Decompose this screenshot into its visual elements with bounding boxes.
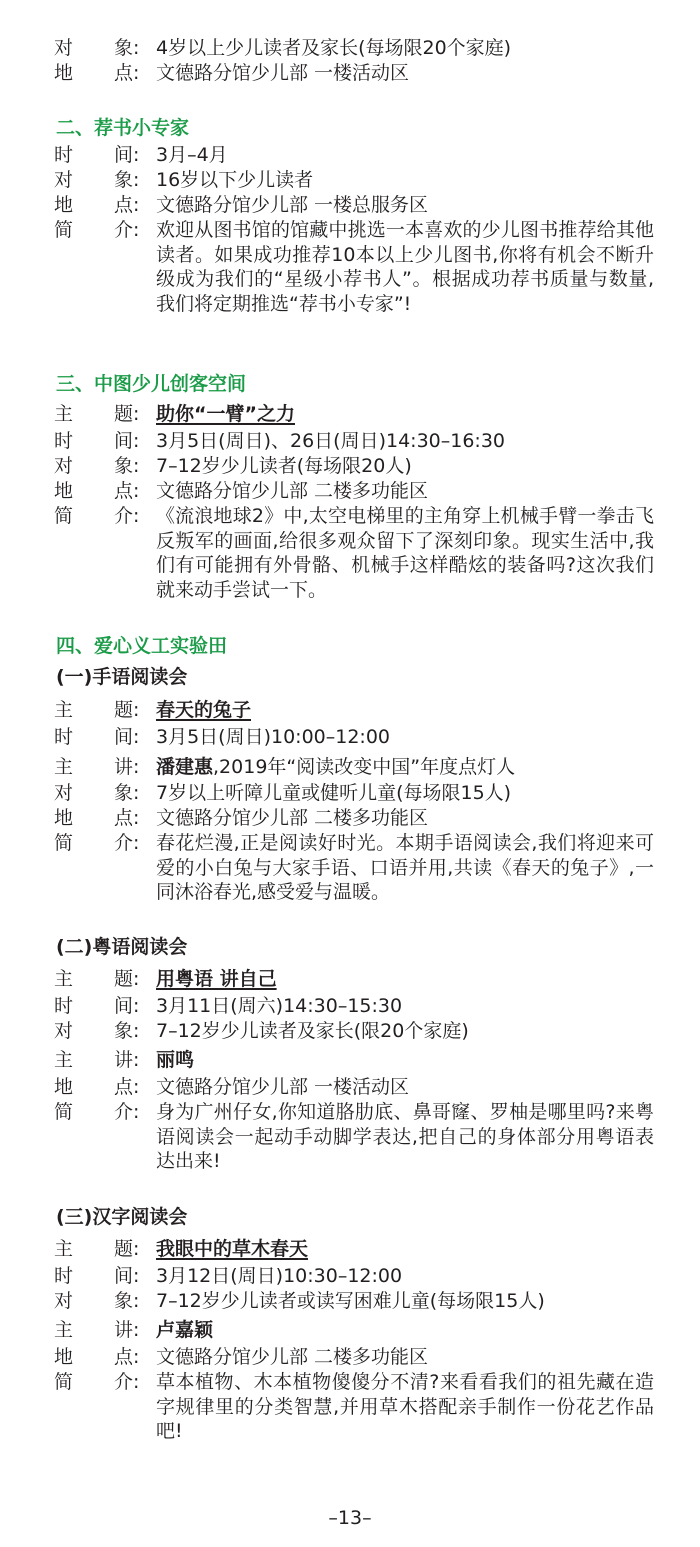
place-value: 文德路分馆少儿部 二楼多功能区 [156, 1346, 429, 1368]
place-row [54, 61, 654, 86]
place-value: 文德路分馆少儿部 一楼活动区 [156, 62, 410, 84]
label-char: 题: [114, 1238, 140, 1260]
page-number: –13– [328, 1507, 372, 1529]
audience-row [54, 1289, 654, 1314]
label-char: 主 [54, 756, 74, 778]
label-char: 主 [54, 1319, 74, 1341]
label-char: 简 [54, 832, 74, 854]
subsection-heading: (三)汉字阅读会 [56, 1206, 188, 1228]
time-row [54, 1264, 654, 1289]
speaker-row [54, 1318, 654, 1343]
desc-value: 欢迎从图书馆的馆藏中挑选一本喜欢的少儿图书推荐给其他读者。如果成功推荐10本以上少儿图书,你将有机会不断升级成为我们的“星级小荐书人”。根据成功荐书质量与数量,我们将定期推选“荐书小专家”! [156, 219, 654, 315]
desc-value: 身为广州仔女,你知道胳肋底、鼻哥窿、罗柚是哪里吗?来粤语阅读会一起动手动脚学表达,把自己的身体部分用粤语表达出来! [156, 1101, 654, 1172]
label-char: 题: [114, 403, 140, 425]
label-char: 点: [114, 807, 140, 829]
label-char: 地 [54, 194, 74, 216]
subsection-heading: (一)手语阅读会 [56, 666, 188, 688]
speaker-name: 丽鸣 [156, 1049, 195, 1071]
theme-row [54, 698, 654, 723]
audience-row [54, 1019, 654, 1044]
label-char: 间: [114, 995, 140, 1017]
speaker-row [54, 1048, 654, 1073]
label-char: 间: [114, 1265, 140, 1287]
label-char: 点: [114, 62, 140, 84]
label-char: 地 [54, 807, 74, 829]
time-row [54, 994, 654, 1019]
place-row [54, 1075, 654, 1100]
label-char: 间: [114, 726, 140, 748]
label-char: 简 [54, 219, 74, 241]
desc-row [54, 831, 654, 905]
time-row [54, 143, 654, 168]
place-row [54, 1345, 654, 1370]
label-char: 介: [114, 1101, 140, 1123]
label-char: 时 [54, 995, 74, 1017]
audience-value: 16岁以下少儿读者 [156, 169, 314, 191]
theme-title: 助你“一臂”之力 [156, 403, 295, 425]
label-char: 讲: [114, 1319, 140, 1341]
label-char: 主 [54, 1238, 74, 1260]
desc-value: 春花烂漫,正是阅读好时光。本期手语阅读会,我们将迎来可爱的小白兔与大家手语、口语并用,共读《春天的兔子》,一同沐浴春光,感受爱与温暖。 [156, 832, 654, 903]
label-char: 时 [54, 144, 74, 166]
label-char: 间: [114, 144, 140, 166]
label-char: 地 [54, 1346, 74, 1368]
label-char: 间: [114, 430, 140, 452]
label-char: 时 [54, 1265, 74, 1287]
label-char: 主 [54, 699, 74, 721]
speaker-note: ,2019年“阅读改变中国”年度点灯人 [213, 756, 516, 778]
label-char: 简 [54, 505, 74, 527]
label-char: 题: [114, 968, 140, 990]
time-value: 3月5日(周日)、26日(周日)14:30–16:30 [156, 430, 506, 452]
label-char: 介: [114, 219, 140, 241]
label-char: 象: [114, 169, 140, 191]
place-value: 文德路分馆少儿部 一楼总服务区 [156, 194, 429, 216]
audience-value: 4岁以上少儿读者及家长(每场限20个家庭) [156, 37, 512, 59]
audience-value: 7–12岁少儿读者或读写困难儿童(每场限15人) [156, 1290, 545, 1312]
label-char: 地 [54, 480, 74, 502]
section-heading: 四、爱心义工实验田 [56, 635, 228, 657]
label-char: 简 [54, 1101, 74, 1123]
section-heading: 三、中图少儿创客空间 [56, 373, 247, 395]
desc-value: 草本植物、木本植物傻傻分不清?来看看我们的祖先藏在造字规律里的分类智慧,并用草木搭配亲手制作一份花艺作品吧! [156, 1371, 654, 1442]
label-char: 对 [54, 169, 74, 191]
label-char: 介: [114, 832, 140, 854]
audience-value: 7岁以上听障儿童或健听儿童(每场限15人) [156, 782, 512, 804]
label-char: 讲: [114, 756, 140, 778]
label-char: 主 [54, 1049, 74, 1071]
label-char: 主 [54, 968, 74, 990]
label-char: 点: [114, 1076, 140, 1098]
theme-row [54, 967, 654, 992]
desc-row [54, 1370, 654, 1444]
label-char: 介: [114, 1371, 140, 1393]
label-char: 象: [114, 782, 140, 804]
desc-row [54, 218, 654, 316]
label-char: 讲: [114, 1049, 140, 1071]
theme-row [54, 1237, 654, 1262]
label-char: 点: [114, 480, 140, 502]
subsection-heading: (二)粤语阅读会 [56, 936, 188, 958]
place-value: 文德路分馆少儿部 二楼多功能区 [156, 807, 429, 829]
label-char: 对 [54, 782, 74, 804]
audience-row [54, 36, 654, 61]
audience-value: 7–12岁少儿读者(每场限20人) [156, 455, 412, 477]
label-char: 对 [54, 455, 74, 477]
theme-title: 用粤语 讲自己 [156, 968, 277, 990]
speaker-name: 卢嘉颖 [156, 1319, 214, 1341]
label-char: 象: [114, 37, 140, 59]
label-char: 主 [54, 403, 74, 425]
time-row [54, 725, 654, 750]
label-char: 点: [114, 194, 140, 216]
label-char: 点: [114, 1346, 140, 1368]
label-char: 时 [54, 430, 74, 452]
desc-row [54, 1100, 654, 1174]
label-char: 对 [54, 37, 74, 59]
audience-row [54, 781, 654, 806]
label-char: 简 [54, 1371, 74, 1393]
label-char: 地 [54, 1076, 74, 1098]
label-char: 题: [114, 699, 140, 721]
label-char: 象: [114, 1020, 140, 1042]
speaker-row [54, 755, 654, 780]
theme-title: 我眼中的草木春天 [156, 1238, 309, 1260]
time-value: 3月5日(周日)10:00–12:00 [156, 726, 391, 748]
place-row [54, 806, 654, 831]
label-char: 象: [114, 1290, 140, 1312]
desc-value: 《流浪地球2》中,太空电梯里的主角穿上机械手臂一拳击飞反叛军的画面,给很多观众留下了深刻印象。现实生活中,我们有可能拥有外骨骼、机械手这样酷炫的装备吗?这次我们就来动手尝试一下。 [156, 505, 654, 601]
theme-title: 春天的兔子 [156, 699, 252, 721]
time-value: 3月11日(周六)14:30–15:30 [156, 995, 403, 1017]
label-char: 地 [54, 62, 74, 84]
time-value: 3月12日(周日)10:30–12:00 [156, 1265, 403, 1287]
audience-row [54, 454, 654, 479]
label-char: 对 [54, 1020, 74, 1042]
audience-value: 7–12岁少儿读者及家长(限20个家庭) [156, 1020, 469, 1042]
place-value: 文德路分馆少儿部 二楼多功能区 [156, 480, 429, 502]
speaker-name: 潘建惠 [156, 756, 214, 778]
label-char: 时 [54, 726, 74, 748]
theme-row [54, 402, 654, 427]
time-row [54, 429, 654, 454]
label-char: 介: [114, 505, 140, 527]
label-char: 象: [114, 455, 140, 477]
audience-row [54, 168, 654, 193]
label-char: 对 [54, 1290, 74, 1312]
place-value: 文德路分馆少儿部 一楼活动区 [156, 1076, 410, 1098]
place-row [54, 479, 654, 504]
section-heading: 二、荐书小专家 [56, 117, 190, 139]
time-value: 3月–4月 [156, 144, 228, 166]
desc-row [54, 504, 654, 602]
place-row [54, 193, 654, 218]
